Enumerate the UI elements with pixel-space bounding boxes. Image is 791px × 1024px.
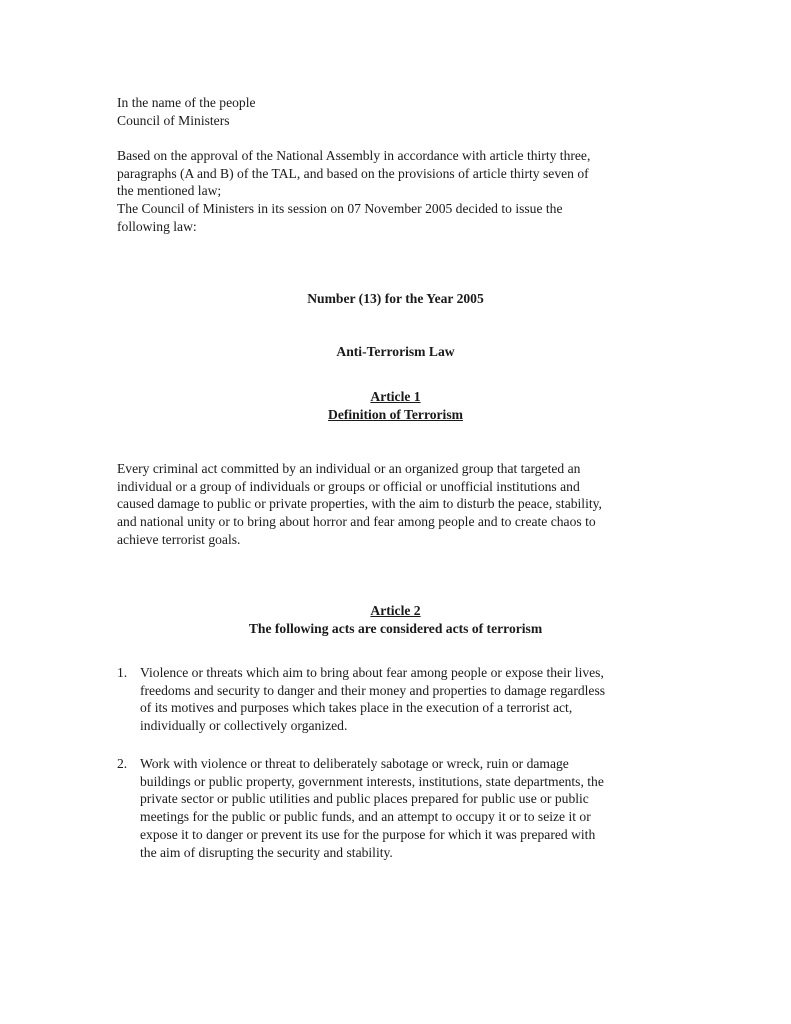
list-item-line: Work with violence or threat to deliberately sabotage or wreck, ruin or damage bbox=[140, 756, 569, 771]
list-item-number: 2. bbox=[117, 756, 128, 771]
list-item bbox=[140, 755, 604, 861]
list-item-line: Violence or threats which aim to bring about fear among people or expose their lives, bbox=[140, 665, 604, 680]
preamble-line: the mentioned law; bbox=[117, 183, 222, 199]
list-item-line: expose it to danger or prevent its use for the purpose for which it was prepared with bbox=[140, 826, 596, 842]
preamble-line: Based on the approval of the National Assembly in accordance with article thirty three, bbox=[117, 148, 591, 163]
list-item-line: freedoms and security to danger and their money and properties to damage regardless bbox=[140, 682, 606, 698]
list-item-line: meetings for the public or public funds, and an attempt to occupy it or to seize it or bbox=[140, 809, 591, 825]
article-1-heading bbox=[0, 388, 791, 406]
list-item bbox=[140, 664, 605, 735]
header-line-council: Council of Ministers bbox=[117, 113, 230, 128]
preamble-line: The Council of Ministers in its session on 07 November 2005 decided to issue the bbox=[117, 201, 563, 217]
law-number-heading: Number (13) for the Year 2005 bbox=[307, 291, 484, 306]
article-1-line: individual or a group of individuals or groups or official or unofficial institutions and bbox=[117, 478, 580, 494]
article-2-heading bbox=[0, 602, 791, 620]
article-1-line: achieve terrorist goals. bbox=[117, 531, 241, 547]
list-item-line: individually or collectively organized. bbox=[140, 718, 348, 734]
article-1-body bbox=[117, 460, 602, 549]
header-line-people: In the name of the people bbox=[117, 95, 256, 110]
article-1-subheading bbox=[0, 406, 791, 424]
list-item-line: the aim of disrupting the security and stability. bbox=[140, 844, 393, 860]
law-title-heading: Anti-Terrorism Law bbox=[336, 344, 455, 359]
list-item-line: private sector or public utilities and public places prepared for public use or public bbox=[140, 791, 589, 807]
preamble-line: following law: bbox=[117, 218, 197, 234]
article-2-label: Article 2 bbox=[370, 603, 421, 618]
preamble-line: paragraphs (A and B) of the TAL, and based on the provisions of article thirty seven of bbox=[117, 165, 589, 181]
article-1-line: and national unity or to bring about horror and fear among people and to create chaos to bbox=[117, 514, 596, 530]
list-item-number: 1. bbox=[117, 665, 128, 680]
article-1-label: Article 1 bbox=[370, 389, 421, 404]
article-2-subheading: The following acts are considered acts of terrorism bbox=[248, 621, 543, 636]
preamble-paragraph bbox=[117, 147, 590, 236]
article-1-line: Every criminal act committed by an individual or an organized group that targeted an bbox=[117, 461, 581, 476]
list-item-line: of its motives and purposes which takes place in the execution of a terrorist act, bbox=[140, 700, 573, 716]
article-1-subtitle: Definition of Terrorism bbox=[328, 407, 463, 422]
article-1-line: caused damage to public or private properties, with the aim to disturb the peace, stability, bbox=[117, 496, 602, 512]
list-item-line: buildings or public property, government interests, institutions, state departments, the bbox=[140, 773, 604, 789]
